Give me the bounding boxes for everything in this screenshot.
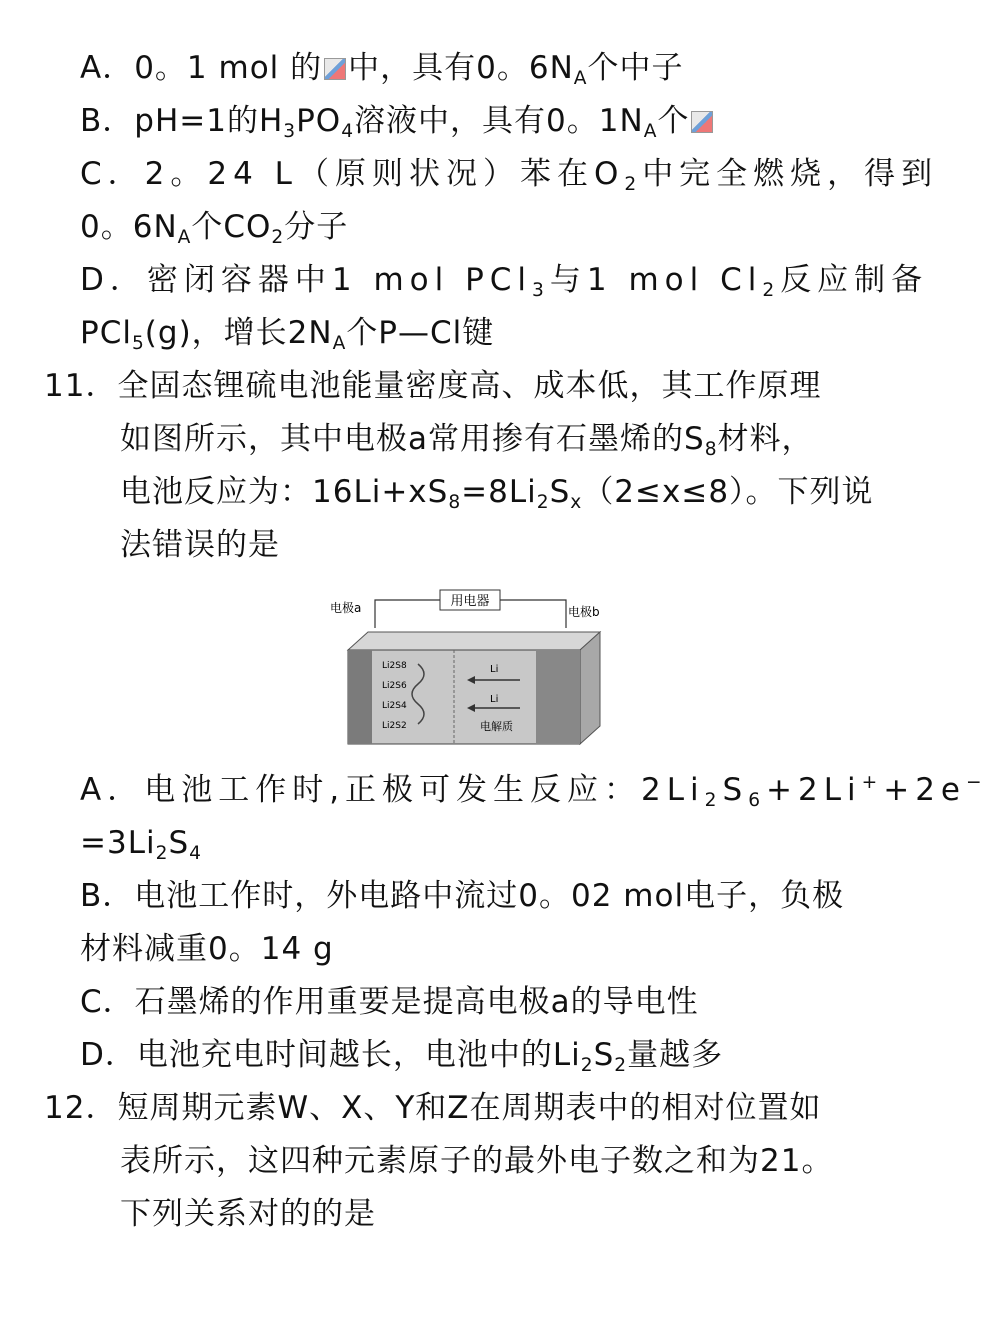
option-11a-line: A．电池工作时,正极可发生反应：$2Li_2S_6+2Li^++2e^-$ [80, 772, 988, 811]
ion-label: Li [490, 664, 499, 675]
species-label: Li2S4 [382, 701, 407, 711]
question-12-line-3: 下列关系对的的是 [120, 1196, 376, 1232]
battery-side-face [580, 632, 600, 744]
species-label: Li2S8 [382, 661, 407, 671]
electrode-a [348, 650, 372, 744]
option-11b-line: B．电池工作时，外电路中流过0。02 mol电子，负极 [80, 878, 845, 914]
electrode-a-label: 电极a [330, 601, 362, 615]
battery-diagram [330, 588, 610, 758]
option-b-line: B．pH=1的$H_3PO_4$溶液中，具有0。$1N_A$个 [80, 101, 715, 141]
battery-top-face [348, 632, 600, 650]
electrode-b [536, 650, 580, 744]
option-11b-continued: 材料减重0。14 g [80, 931, 334, 967]
question-12-line-2: 表所示，这四种元素原子的最外电子数之和为21。 [120, 1143, 834, 1179]
electrolyte-label: 电解质 [480, 720, 513, 733]
question-11-line-4: 法错误的是 [120, 527, 280, 563]
question-11-line-3: 电池反应为：$16Li+xS_8=8Li_2S_x(2\le x\le 8)$。下列说 [120, 474, 874, 513]
wire-left [375, 600, 440, 628]
broken-image-icon [324, 58, 346, 80]
option-a-line: A．0。1 mol 的 中，具有0。$6N_A$个中子 [80, 50, 684, 89]
option-d-line: D．密闭容器中1 mol PCl$_3$与1 mol $Cl_2$反应制备 [80, 262, 929, 301]
wire-right [500, 600, 566, 628]
option-11d-line: D．电池充电时间越长，电池中的$Li_2S_2$量越多 [80, 1037, 724, 1076]
species-label: Li2S6 [382, 681, 407, 691]
option-11a-continued: $=3Li_2S_4$ [80, 825, 202, 864]
broken-image-icon [691, 111, 713, 133]
option-11c-line: C．石墨烯的作用重要是提高电极a的导电性 [80, 984, 699, 1020]
question-12-line-1: 12．短周期元素W、X、Y和Z在周期表中的相对位置如 [44, 1090, 822, 1126]
option-d-continued: PCl$_5$(g)，增长$2N_A$个P—Cl键 [80, 315, 495, 354]
option-c-continued: 0。$6N_A$个$CO_2$分子 [80, 209, 349, 248]
electrode-b-label: 电极b [568, 605, 600, 619]
ion-label: Li [490, 694, 499, 705]
option-c-line: C．2。24 L（原则状况）苯在$O_2$中完全燃烧，得到 [80, 156, 939, 195]
question-11-line-1: 11．全固态锂硫电池能量密度高、成本低，其工作原理 [44, 368, 822, 404]
load-label: 用电器 [450, 594, 490, 609]
species-label: Li2S2 [382, 721, 407, 731]
question-11-line-2: 如图所示，其中电极a常用掺有石墨烯的$S_8$材料， [120, 421, 814, 460]
